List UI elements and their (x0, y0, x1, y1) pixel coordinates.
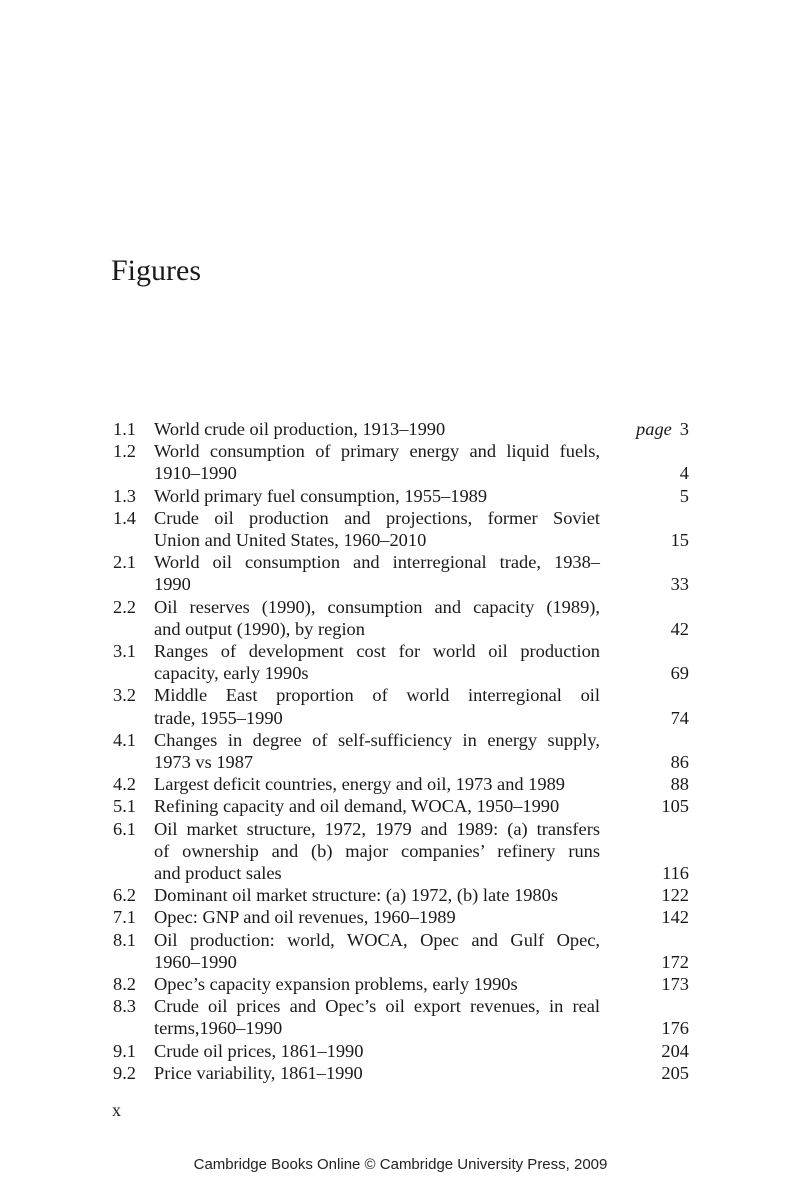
figure-page-number (600, 1040, 689, 1062)
figure-title (154, 795, 600, 817)
figure-entry (113, 551, 689, 595)
figure-entry (113, 795, 689, 817)
figure-title-continuation: 1960–1990 (154, 951, 237, 972)
figure-title-line: World oil consumption and interregional trade, 1938– (154, 552, 600, 573)
figure-title-continuation: 1973 vs 1987 (154, 752, 254, 773)
figure-title (154, 551, 600, 595)
figure-page-number (600, 795, 689, 817)
figure-title (154, 640, 600, 684)
page-number-value: 105 (661, 796, 689, 817)
figure-number: 9.2 (113, 1062, 136, 1083)
figure-entry (113, 995, 689, 1039)
figure-page-number (600, 418, 689, 440)
figure-title (154, 995, 600, 1039)
figure-title-line: Middle East proportion of world interregional oil (154, 685, 600, 706)
figure-entry (113, 973, 689, 995)
figure-entry (113, 640, 689, 684)
figure-number: 4.1 (113, 729, 136, 750)
figure-title-continuation: and output (1990), by region (154, 618, 365, 639)
figure-entry (113, 507, 689, 551)
figure-title-continuation: terms,1960–1990 (154, 1018, 283, 1039)
figure-number: 1.1 (113, 419, 136, 439)
figure-page-number (600, 751, 689, 773)
page-number-value: 15 (670, 530, 689, 551)
page-number-value: 3 (679, 419, 689, 439)
figure-title (154, 906, 600, 928)
page-number-value: 5 (679, 485, 689, 506)
page-number-value: 172 (661, 951, 689, 972)
figure-page-number (600, 707, 689, 729)
figure-title (154, 1040, 600, 1062)
figure-title-line: Crude oil production and projections, former Soviet (154, 507, 600, 528)
figure-number: 8.2 (113, 974, 136, 995)
figure-title-line: Crude oil prices and Opec’s oil export revenues, in real (154, 996, 600, 1017)
figure-title (154, 507, 600, 551)
copyright-footer: Cambridge Books Online © Cambridge University Press, 2009 (193, 1156, 608, 1173)
figure-entry (113, 1062, 689, 1084)
figure-title-continuation: of ownership and (b) major companies’ refinery runs (154, 840, 600, 861)
figure-number: 1.3 (113, 485, 136, 506)
figure-number: 3.1 (113, 641, 136, 662)
figure-title (154, 884, 600, 906)
figure-number: 5.1 (113, 796, 136, 817)
page-number-value: 33 (670, 574, 689, 595)
figure-title-line: Crude oil prices, 1861–1990 (154, 1040, 364, 1061)
figure-entry (113, 485, 689, 507)
figure-entry (113, 596, 689, 640)
figure-title (154, 729, 600, 773)
page-number-value: 142 (661, 907, 689, 928)
figure-entry (113, 884, 689, 906)
figure-number: 4.2 (113, 774, 136, 795)
figure-entry (113, 684, 689, 728)
figure-list (113, 418, 689, 1084)
page-number-value: 176 (661, 1018, 689, 1039)
figure-title-line: Dominant oil market structure: (a) 1972, (b) late 1980s (154, 885, 558, 906)
figure-title-line: Changes in degree of self-sufficiency in energy supply, (154, 729, 600, 750)
figure-page-number (600, 529, 689, 551)
figure-title-continuation: trade, 1955–1990 (154, 707, 283, 728)
figure-title-continuation: 1910–1990 (154, 463, 237, 484)
figure-page-number (600, 773, 689, 795)
figure-title-line: Oil market structure, 1972, 1979 and 1989: (a) transfers (154, 818, 600, 839)
figure-title-line: World crude oil production, 1913–1990 (154, 419, 446, 439)
figure-page-number (600, 485, 689, 507)
figure-title (154, 973, 600, 995)
figure-page-number (600, 1062, 689, 1084)
figure-title-continuation: capacity, early 1990s (154, 663, 309, 684)
figure-page-number (600, 906, 689, 928)
figure-page-number (600, 662, 689, 684)
figure-number: 1.4 (113, 507, 136, 528)
figure-title (154, 440, 600, 484)
figure-title (154, 818, 600, 885)
figure-title (154, 929, 600, 973)
figure-number: 3.2 (113, 685, 136, 706)
figure-number: 2.1 (113, 552, 136, 573)
figure-title-line: Price variability, 1861–1990 (154, 1062, 363, 1083)
figure-page-number (600, 1017, 689, 1039)
figure-entry (113, 418, 689, 440)
page-number-value: 122 (661, 885, 689, 906)
figure-entry (113, 440, 689, 484)
figure-number: 7.1 (113, 907, 136, 928)
page-title: Figures (111, 254, 201, 287)
figure-title-line: Ranges of development cost for world oil production (154, 641, 600, 662)
figure-entry (113, 906, 689, 928)
page-label: page (636, 419, 672, 439)
figure-page-number (600, 462, 689, 484)
page-number-value: 4 (679, 463, 689, 484)
figure-number: 6.1 (113, 818, 136, 839)
page-number-value: 69 (670, 663, 689, 684)
figure-page-number (600, 862, 689, 884)
figure-title-line: World consumption of primary energy and liquid fuels, (154, 441, 600, 462)
page-number-value: 42 (670, 618, 689, 639)
page-number-value: 116 (662, 863, 689, 884)
figure-number: 9.1 (113, 1040, 136, 1061)
figure-number: 2.2 (113, 596, 136, 617)
figure-title-line: Oil production: world, WOCA, Opec and Gulf Opec, (154, 929, 600, 950)
figure-page-number (600, 973, 689, 995)
figure-title-line: Largest deficit countries, energy and oil, 1973 and 1989 (154, 774, 565, 795)
figure-entry (113, 773, 689, 795)
page-number-value: 205 (661, 1062, 689, 1083)
figure-title-continuation: and product sales (154, 863, 282, 884)
figure-title-line: Refining capacity and oil demand, WOCA, 1950–1990 (154, 796, 560, 817)
figure-title (154, 1062, 600, 1084)
figure-entry (113, 1040, 689, 1062)
figure-number: 6.2 (113, 885, 136, 906)
figure-title (154, 596, 600, 640)
figure-entry (113, 729, 689, 773)
figure-page-number (600, 884, 689, 906)
figure-page-number (600, 573, 689, 595)
figure-title-line: World primary fuel consumption, 1955–1989 (154, 485, 488, 506)
page-number-value: 88 (670, 774, 689, 795)
figure-entry (113, 818, 689, 885)
figure-title-continuation: Union and United States, 1960–2010 (154, 530, 427, 551)
figure-number: 8.1 (113, 929, 136, 950)
figure-entry (113, 929, 689, 973)
figure-title-line: Oil reserves (1990), consumption and capacity (1989), (154, 596, 600, 617)
page-number-value: 173 (661, 974, 689, 995)
figure-title-continuation: 1990 (154, 574, 191, 595)
page-number-value: 204 (661, 1040, 689, 1061)
page-folio: x (112, 1100, 121, 1120)
figure-number: 8.3 (113, 996, 136, 1017)
figure-page-number (600, 951, 689, 973)
figure-title-line: Opec’s capacity expansion problems, early 1990s (154, 974, 518, 995)
page-number-value: 74 (670, 707, 689, 728)
figure-title-line: Opec: GNP and oil revenues, 1960–1989 (154, 907, 456, 928)
figure-title (154, 485, 600, 507)
figure-title (154, 684, 600, 728)
figure-number: 1.2 (113, 441, 136, 462)
figure-title (154, 773, 600, 795)
figure-page-number (600, 618, 689, 640)
figure-title (154, 418, 600, 440)
page-number-value: 86 (670, 752, 689, 773)
